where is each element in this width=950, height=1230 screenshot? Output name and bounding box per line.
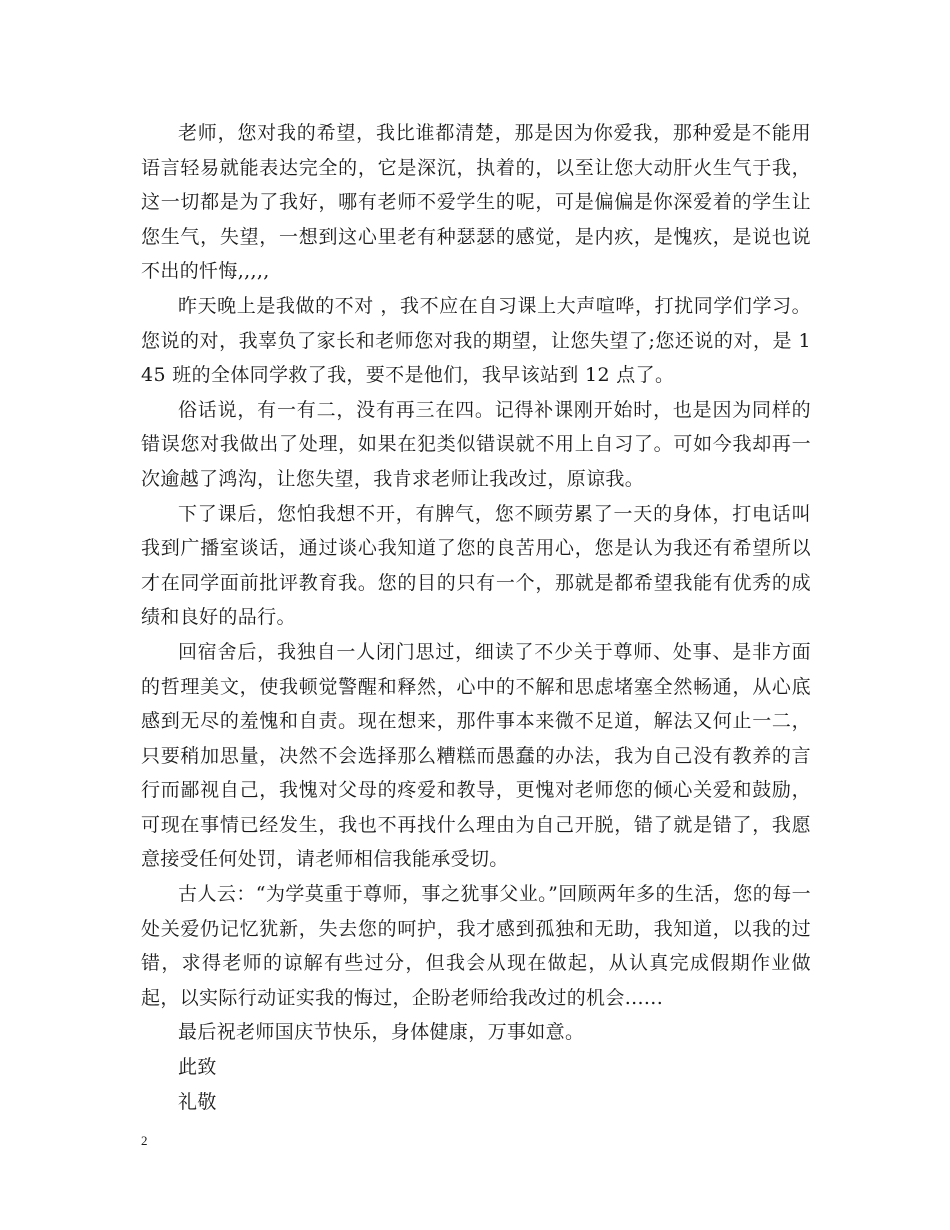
paragraph-quote: 古人云：“为学莫重于尊师，事之犹事父业。”回顾两年多的生活，您的每一处关爱仍记忆犹新，失去您的呵护，我才感到孤独和无助，我知道，以我的过错，求得老师的谅解有些过分，但我会从现在做起，从认真完成假期作业做起，以实际行动证实我的悔过，企盼老师给我改过的机会...... bbox=[141, 883, 811, 1009]
paragraph-proverb: 俗话说，有一有二，没有再三在四。记得补课刚开始时，也是因为同样的错误您对我做出了处理，如果在犯类似错误就不用上自习了。可如今我却再一次逾越了鸿沟，让您失望，我肯求老师让我改过，原谅我。 bbox=[141, 398, 811, 490]
page-number: 2 bbox=[141, 1133, 148, 1148]
closing-regards: 礼敬 bbox=[178, 1090, 217, 1113]
closing-salutation: 此致 bbox=[178, 1056, 217, 1079]
paragraph-after-class: 下了课后，您怕我想不开，有脾气，您不顾劳累了一天的身体，打电话叫我到广播室谈话，通过谈心我知道了您的良苦用心，您是认为我还有希望所以才在同学面前批评教育我。您的目的只有一个，那就是都希望我能有优秀的成绩和良好的品行。 bbox=[141, 502, 811, 629]
paragraph-intro: 老师，您对我的希望，我比谁都清楚，那是因为你爱我，那种爱是不能用语言轻易就能表达完全的，它是深沉，执着的，以至让您大动肝火生气于我，这一切都是为了我好，哪有老师不爱学生的呢，可是偏偏是你深爱着的学生让您生气，失望，一想到这心里老有种瑟瑟的感觉，是内疚，是愧疚，是说也说不出的忏悔,,,,, bbox=[141, 122, 811, 283]
paragraph-wishes: 最后祝老师国庆节快乐，身体健康，万事如意。 bbox=[178, 1021, 585, 1044]
letter-body bbox=[141, 116, 811, 1119]
paragraph-last-night: 昨天晚上是我做的不对 ，我不应在自习课上大声喧哗，打扰同学们学习。您说的对，我辜负了家长和老师您对我的期望，让您失望了;您还说的对，是 145 班的全体同学救了我，要不是他们，我早该站到 12 点了。 bbox=[141, 294, 811, 387]
paragraph-reflection: 回宿舍后，我独自一人闭门思过，细读了不少关于尊师、处事、是非方面的哲理美文，使我顿觉警醒和释然，心中的不解和思虑堵塞全然畅通，从心底感到无尽的羞愧和自责。现在想来，那件事本来微不足道，解法又何止一二，只要稍加思量，决然不会选择那么糟糕而愚蠢的办法，我为自己没有教养的言行而鄙视自己，我愧对父母的疼爱和教导，更愧对老师您的倾心关爱和鼓励，可现在事情已经发生，我也不再找什么理由为自己开脱，错了就是错了，我愿意接受任何处罚，请老师相信我能承受切。 bbox=[141, 640, 811, 871]
